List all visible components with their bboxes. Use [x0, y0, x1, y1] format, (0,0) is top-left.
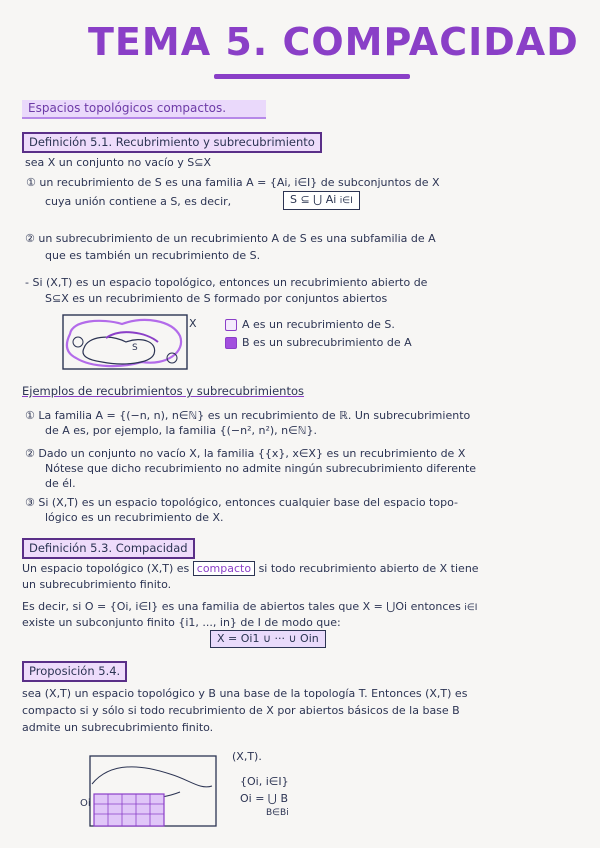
prop54-line-2: compacto si y sólo si todo recubrimiento de X por abiertos básicos de la base B [22, 704, 460, 717]
formula-union-cover-sub: i∈I [339, 196, 353, 206]
figure-x-label: X [189, 317, 197, 330]
example-3b: lógico es un recubrimiento de X. [45, 511, 224, 524]
example-2c: de él. [45, 477, 76, 490]
page-title: TEMA 5. COMPACIDAD [88, 20, 579, 64]
prop54-line-3: admite un subrecubrimiento finito. [22, 721, 214, 734]
def53-line-1 [22, 562, 479, 576]
title-underline [214, 74, 410, 79]
prop54-fig-union: Oi = ⋃ B [240, 792, 288, 805]
legend-b-text: B es un subrecubrimiento de A [242, 336, 412, 349]
def51-point-3b: S⊆X es un recubrimiento de S formado por conjuntos abiertos [45, 292, 388, 305]
legend-a-text: A es un recubrimiento de S. [242, 318, 395, 331]
def51-point-2b: que es también un recubrimiento de S. [45, 249, 261, 262]
prop54-fig-xt: (X,T). [232, 750, 262, 763]
def53-line-3-sub: i∈I [464, 603, 478, 613]
section-title: Espacios topológicos compactos. [28, 101, 227, 115]
def51-point-3: - Si (X,T) es un espacio topológico, entonces un recubrimiento abierto de [25, 276, 428, 289]
legend-b-swatch [225, 337, 237, 349]
example-1a: ① La familia A = {(−n, n), n∈ℕ} es un recubrimiento de ℝ. Un subrecubrimiento [25, 409, 471, 422]
examples-title: Ejemplos de recubrimientos y subrecubrimientos [22, 384, 305, 398]
def51-point-2: ② un subrecubrimiento de un recubrimiento A de S es una subfamilia de A [25, 232, 436, 245]
example-2b: Nótese que dicho recubrimiento no admite ningún subrecubrimiento diferente [45, 462, 477, 475]
figure-s-label: S [132, 343, 138, 353]
prop54-fig-sub: B∈Bi [266, 808, 289, 818]
compacto-box: compacto [193, 561, 255, 576]
def53-line-2: un subrecubrimiento finito. [22, 578, 172, 591]
compactness-formula: X = Oi1 ∪ ··· ∪ Oin [210, 630, 326, 648]
basis-diagram [80, 754, 220, 830]
definition-5-1-label: Definición 5.1. Recubrimiento y subrecubrimiento [22, 132, 322, 153]
legend-a-swatch [225, 319, 237, 331]
def51-point-1b: cuya unión contiene a S, es decir, [45, 195, 232, 208]
def53-line-4: existe un subconjunto finito {i1, ..., in} de I de modo que: [22, 616, 341, 629]
formula-union-cover-text: S ⊆ ⋃ Ai [290, 193, 337, 206]
def51-intro: sea X un conjunto no vacío y S⊆X [25, 156, 212, 169]
def53-line-1b: si todo recubrimiento abierto de X tiene [258, 562, 479, 575]
prop54-line-1: sea (X,T) un espacio topológico y B una base de la topología T. Entonces (X,T) es [22, 687, 468, 700]
proposition-5-4-label: Proposición 5.4. [22, 661, 127, 682]
prop54-fig-family: {Oi, i∈I} [240, 775, 289, 788]
def53-line-3-text: Es decir, si O = {Oi, i∈I} es una familia de abiertos tales que X = ⋃Oi entonces [22, 600, 461, 613]
definition-5-3-label: Definición 5.3. Compacidad [22, 538, 195, 559]
def51-point-1: ① un recubrimiento de S es una familia A = {Ai, i∈I} de subconjuntos de X [26, 176, 440, 189]
example-3a: ③ Si (X,T) es un espacio topológico, entonces cualquier base del espacio topo- [25, 496, 458, 509]
figure-oi-label: Oi [80, 798, 91, 809]
example-1b: de A es, por ejemplo, la familia {(−n², n²), n∈ℕ}. [45, 424, 317, 437]
def53-line-1a: Un espacio topológico (X,T) es [22, 562, 190, 575]
formula-union-cover [283, 191, 360, 210]
example-2a: ② Dado un conjunto no vacío X, la familia {{x}, x∈X} es un recubrimiento de X [25, 447, 466, 460]
cover-diagram [62, 314, 188, 370]
def53-line-3 [22, 600, 477, 615]
